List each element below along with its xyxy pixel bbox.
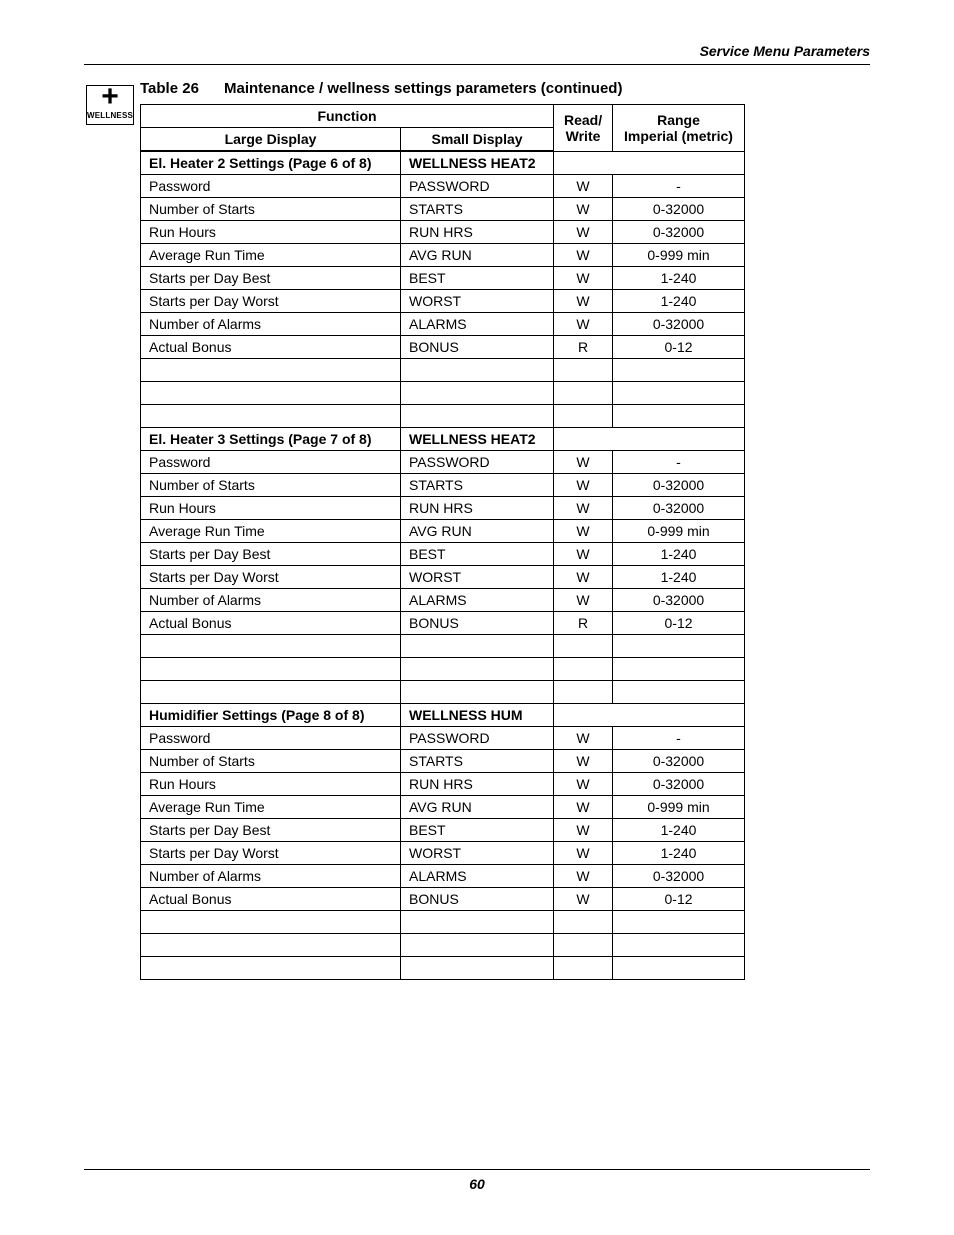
cell-small-display xyxy=(401,934,554,957)
table-row xyxy=(141,566,745,589)
cell-large-display: Average Run Time xyxy=(141,244,401,267)
cell-large-display: Number of Alarms xyxy=(141,589,401,612)
footer-divider xyxy=(84,1169,870,1170)
header-divider xyxy=(84,64,870,65)
section-small-display: WELLNESS HEAT2 xyxy=(401,428,554,451)
cell-read-write: W xyxy=(554,727,613,750)
cell-large-display: Starts per Day Worst xyxy=(141,290,401,313)
cell-large-display: Run Hours xyxy=(141,773,401,796)
cell-read-write xyxy=(554,405,613,428)
header-range xyxy=(613,105,745,152)
cell-read-write: R xyxy=(554,336,613,359)
cell-read-write xyxy=(554,911,613,934)
header-read-write-line1: Read/ xyxy=(563,111,603,128)
cell-large-display: Starts per Day Worst xyxy=(141,842,401,865)
cell-small-display: PASSWORD xyxy=(401,451,554,474)
cell-small-display xyxy=(401,359,554,382)
page-number: 60 xyxy=(469,1176,485,1192)
cell-large-display xyxy=(141,382,401,405)
table-row xyxy=(141,221,745,244)
cell-large-display: Average Run Time xyxy=(141,520,401,543)
cell-read-write xyxy=(554,658,613,681)
cell-read-write xyxy=(554,934,613,957)
table-row xyxy=(141,198,745,221)
cell-small-display: ALARMS xyxy=(401,589,554,612)
section-header-row xyxy=(141,428,745,451)
table-row xyxy=(141,750,745,773)
cell-read-write: W xyxy=(554,267,613,290)
wellness-icon-label: WELLNESS xyxy=(87,111,134,120)
table-row xyxy=(141,382,745,405)
cell-large-display xyxy=(141,405,401,428)
cell-range: 0-32000 xyxy=(613,198,745,221)
cell-read-write: W xyxy=(554,497,613,520)
table-number: Table 26 xyxy=(140,80,199,97)
cell-read-write: W xyxy=(554,865,613,888)
cell-large-display xyxy=(141,957,401,980)
cell-small-display: AVG RUN xyxy=(401,244,554,267)
cell-range xyxy=(613,934,745,957)
cell-range: - xyxy=(613,451,745,474)
cell-read-write: W xyxy=(554,520,613,543)
cell-small-display xyxy=(401,382,554,405)
cell-range: 1-240 xyxy=(613,842,745,865)
cell-read-write xyxy=(554,681,613,704)
cell-small-display: STARTS xyxy=(401,750,554,773)
table-body xyxy=(141,151,745,980)
cell-large-display xyxy=(141,635,401,658)
cell-small-display xyxy=(401,405,554,428)
table-row xyxy=(141,313,745,336)
cell-range: 0-32000 xyxy=(613,589,745,612)
section-empty-cell xyxy=(554,151,745,175)
cell-small-display: BEST xyxy=(401,819,554,842)
cell-small-display: RUN HRS xyxy=(401,773,554,796)
cell-range xyxy=(613,359,745,382)
table-row xyxy=(141,681,745,704)
cell-small-display: RUN HRS xyxy=(401,221,554,244)
header-read-write xyxy=(554,105,613,152)
cell-read-write xyxy=(554,359,613,382)
header-small-display: Small Display xyxy=(401,128,554,152)
cell-read-write: W xyxy=(554,221,613,244)
cell-range xyxy=(613,681,745,704)
table-row xyxy=(141,635,745,658)
table-row xyxy=(141,612,745,635)
cell-small-display: BONUS xyxy=(401,612,554,635)
cell-range: 0-32000 xyxy=(613,474,745,497)
table-row xyxy=(141,244,745,267)
table-row xyxy=(141,773,745,796)
table-row xyxy=(141,796,745,819)
cell-read-write: W xyxy=(554,842,613,865)
cell-small-display: STARTS xyxy=(401,474,554,497)
cell-large-display: Password xyxy=(141,727,401,750)
section-small-display: WELLNESS HEAT2 xyxy=(401,151,554,175)
cell-small-display: ALARMS xyxy=(401,865,554,888)
cell-small-display: WORST xyxy=(401,842,554,865)
table-row xyxy=(141,451,745,474)
cell-range: 1-240 xyxy=(613,543,745,566)
running-header: Service Menu Parameters xyxy=(699,43,870,59)
table-row xyxy=(141,474,745,497)
cell-large-display xyxy=(141,359,401,382)
table-row xyxy=(141,865,745,888)
cell-range: 1-240 xyxy=(613,267,745,290)
cell-small-display: WORST xyxy=(401,566,554,589)
table-title: Maintenance / wellness settings parameters (continued) xyxy=(224,80,623,97)
cell-large-display: Average Run Time xyxy=(141,796,401,819)
cell-range: 0-32000 xyxy=(613,865,745,888)
cell-small-display xyxy=(401,911,554,934)
cell-small-display: BEST xyxy=(401,267,554,290)
cell-large-display: Actual Bonus xyxy=(141,336,401,359)
cell-read-write xyxy=(554,382,613,405)
cell-large-display: Password xyxy=(141,175,401,198)
table-row xyxy=(141,727,745,750)
table-row xyxy=(141,543,745,566)
cell-large-display xyxy=(141,934,401,957)
table-header xyxy=(141,105,745,152)
cell-large-display: Number of Alarms xyxy=(141,313,401,336)
cell-read-write: W xyxy=(554,796,613,819)
cell-range xyxy=(613,635,745,658)
table-row xyxy=(141,175,745,198)
cell-small-display: PASSWORD xyxy=(401,727,554,750)
cell-small-display: ALARMS xyxy=(401,313,554,336)
cell-read-write: W xyxy=(554,474,613,497)
cell-range: - xyxy=(613,727,745,750)
section-empty-cell xyxy=(554,704,745,727)
cell-read-write: W xyxy=(554,750,613,773)
cell-read-write: W xyxy=(554,819,613,842)
cell-read-write xyxy=(554,635,613,658)
cell-large-display: Starts per Day Best xyxy=(141,267,401,290)
cell-range xyxy=(613,382,745,405)
section-header-row xyxy=(141,151,745,175)
table-row xyxy=(141,658,745,681)
cell-read-write: W xyxy=(554,566,613,589)
cell-small-display: RUN HRS xyxy=(401,497,554,520)
cell-large-display: Actual Bonus xyxy=(141,612,401,635)
header-large-display: Large Display xyxy=(141,128,401,152)
cell-range: 1-240 xyxy=(613,819,745,842)
cell-large-display: Run Hours xyxy=(141,221,401,244)
cell-range xyxy=(613,658,745,681)
cell-range: 1-240 xyxy=(613,566,745,589)
cell-read-write: W xyxy=(554,290,613,313)
section-small-display: WELLNESS HUM xyxy=(401,704,554,727)
table-row xyxy=(141,359,745,382)
table-row xyxy=(141,589,745,612)
cell-large-display: Number of Starts xyxy=(141,474,401,497)
table-row xyxy=(141,405,745,428)
cell-read-write: W xyxy=(554,543,613,566)
cell-read-write: W xyxy=(554,313,613,336)
cell-range: 1-240 xyxy=(613,290,745,313)
cell-read-write: W xyxy=(554,244,613,267)
cell-read-write: W xyxy=(554,589,613,612)
cell-range xyxy=(613,405,745,428)
cell-small-display: BONUS xyxy=(401,888,554,911)
cell-range xyxy=(613,957,745,980)
section-large-display: El. Heater 2 Settings (Page 6 of 8) xyxy=(141,151,401,175)
header-function: Function xyxy=(141,105,554,128)
header-read-write-line2: Write xyxy=(565,127,601,144)
table-row xyxy=(141,934,745,957)
cell-small-display xyxy=(401,658,554,681)
cell-large-display: Number of Starts xyxy=(141,750,401,773)
cell-large-display: Starts per Day Best xyxy=(141,819,401,842)
cell-large-display xyxy=(141,911,401,934)
cell-small-display xyxy=(401,681,554,704)
parameters-table xyxy=(140,104,745,980)
cell-small-display xyxy=(401,957,554,980)
plus-icon: + xyxy=(101,80,119,113)
cell-range: 0-32000 xyxy=(613,221,745,244)
cell-read-write: W xyxy=(554,773,613,796)
table-row xyxy=(141,497,745,520)
cell-large-display: Password xyxy=(141,451,401,474)
table-row xyxy=(141,520,745,543)
cell-small-display: STARTS xyxy=(401,198,554,221)
cell-read-write: W xyxy=(554,888,613,911)
cell-range: - xyxy=(613,175,745,198)
header-range-line1: Range xyxy=(657,111,700,128)
table-row xyxy=(141,819,745,842)
cell-range: 0-999 min xyxy=(613,520,745,543)
table-row xyxy=(141,888,745,911)
wellness-plus-icon xyxy=(86,80,134,125)
cell-range: 0-12 xyxy=(613,888,745,911)
table-caption xyxy=(140,80,622,97)
cell-range: 0-999 min xyxy=(613,796,745,819)
cell-large-display: Number of Alarms xyxy=(141,865,401,888)
cell-small-display xyxy=(401,635,554,658)
cell-read-write xyxy=(554,957,613,980)
table-row xyxy=(141,842,745,865)
cell-large-display: Starts per Day Worst xyxy=(141,566,401,589)
cell-range: 0-32000 xyxy=(613,497,745,520)
header-range-line2: Imperial (metric) xyxy=(624,127,733,144)
section-large-display: El. Heater 3 Settings (Page 7 of 8) xyxy=(141,428,401,451)
cell-range: 0-12 xyxy=(613,336,745,359)
cell-range: 0-999 min xyxy=(613,244,745,267)
cell-range: 0-32000 xyxy=(613,773,745,796)
cell-small-display: BONUS xyxy=(401,336,554,359)
cell-range: 0-32000 xyxy=(613,313,745,336)
cell-small-display: AVG RUN xyxy=(401,520,554,543)
cell-small-display: WORST xyxy=(401,290,554,313)
cell-large-display: Run Hours xyxy=(141,497,401,520)
section-empty-cell xyxy=(554,428,745,451)
cell-read-write: W xyxy=(554,451,613,474)
cell-large-display: Starts per Day Best xyxy=(141,543,401,566)
table-row xyxy=(141,267,745,290)
cell-read-write: R xyxy=(554,612,613,635)
table-row xyxy=(141,290,745,313)
table-row xyxy=(141,336,745,359)
cell-small-display: BEST xyxy=(401,543,554,566)
table-row xyxy=(141,911,745,934)
cell-large-display xyxy=(141,658,401,681)
table-row xyxy=(141,957,745,980)
cell-large-display: Actual Bonus xyxy=(141,888,401,911)
section-header-row xyxy=(141,704,745,727)
cell-range: 0-12 xyxy=(613,612,745,635)
cell-small-display: PASSWORD xyxy=(401,175,554,198)
section-large-display: Humidifier Settings (Page 8 of 8) xyxy=(141,704,401,727)
cell-read-write: W xyxy=(554,175,613,198)
cell-large-display xyxy=(141,681,401,704)
cell-range: 0-32000 xyxy=(613,750,745,773)
cell-small-display: AVG RUN xyxy=(401,796,554,819)
cell-large-display: Number of Starts xyxy=(141,198,401,221)
cell-read-write: W xyxy=(554,198,613,221)
cell-range xyxy=(613,911,745,934)
